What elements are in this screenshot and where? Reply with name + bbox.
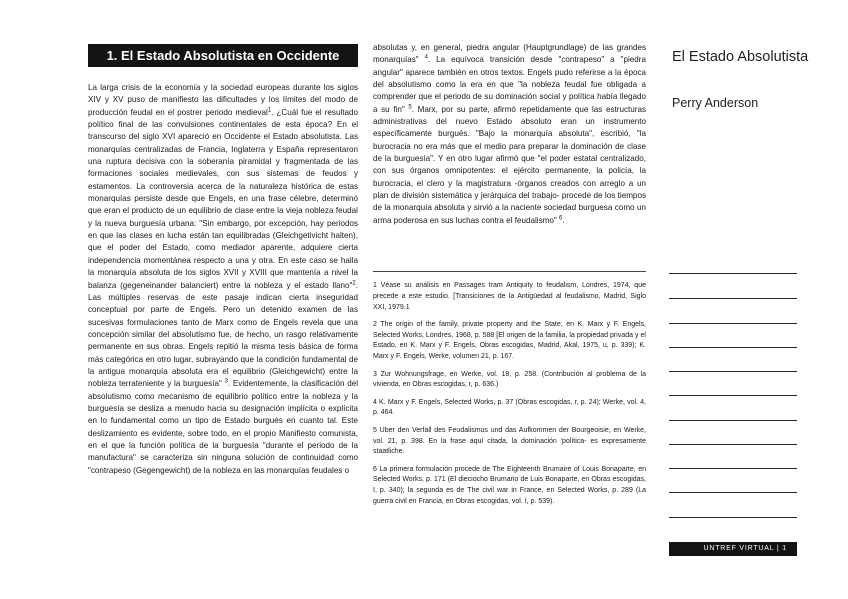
- footnote: 5 Uber den Verfall des Feudalismus und das Aufkommen der Bourgeoisie, en Werke, vol. 21, p. 398. En la frase aquí citada, la dominación 'política- es expresamente staatliche.: [373, 426, 646, 456]
- document-author: Perry Anderson: [672, 96, 759, 110]
- sidebar-rule: [669, 468, 797, 469]
- footnote: 4 K. Marx y F. Engels, Selected Works, p. 37 (Obras escogidas, r, p. 24); Werke, vol. 4, p. 464.: [373, 398, 646, 417]
- section-title: 1. El Estado Absolutista en Occidente: [88, 44, 358, 67]
- footnote-ref[interactable]: 4: [424, 54, 428, 61]
- sidebar-rule: [669, 444, 797, 445]
- footnote-divider: [373, 271, 646, 272]
- middle-text-column: [373, 42, 646, 227]
- footnote-ref[interactable]: 3: [224, 378, 228, 385]
- footnote: 2 The origin of the family, private property and the State, en K. Marx y F. Engels, Selected Works, Londres, 1968, p. 588 [El origen de la familia, la propiedad privada y el Estado, en K. Marx y F. Engels, Obras escogidas, Madrid, Akal, 1975, u, p. 339); K. Marx y F. Engels, Werke, volumen 21, p. 167.: [373, 320, 646, 361]
- sidebar-rule: [669, 323, 797, 324]
- footnote: 6 La primera formulación procede de The Eighteenth Brumaire of Louis Bonaparte, en Selected Works, p. 171 (El dieciocho Brumario de Luis Bonaparte, en Obras escogidas, I, p. 340); la segunda es de The civil war in France, en Selected Works, p. 289 (La guerra civil en Francia, en Obras escogidas, vol. I, p. 539).: [373, 465, 646, 506]
- sidebar-rule: [669, 298, 797, 299]
- sidebar-rule: [669, 371, 797, 372]
- footnotes: [373, 281, 646, 514]
- sidebar-rule: [669, 517, 797, 518]
- left-text-column: [88, 82, 358, 477]
- footnote-ref[interactable]: 6: [558, 215, 563, 222]
- sidebar-rule: [669, 492, 797, 493]
- footnote-ref[interactable]: 5: [408, 104, 412, 111]
- document-title: El Estado Absolutista: [672, 49, 809, 65]
- page-footer: UNTREF VIRTUAL | 1: [669, 542, 797, 556]
- sidebar-rule: [669, 420, 797, 421]
- sidebar-rule: [669, 347, 797, 348]
- paragraph: La larga crisis de la economía y la sociedad europeas durante los siglos XIV y XV puso de manifiesto las dificultades y los límites del modo de producción feudal en el postrer periodo medieval$^1$. ¿Cuál fue el resultado político final de las convulsiones continentales de esta época? En el transcurso del siglo XVI apareció en Occidente el Estado absolutista. Las monarquías centralizadas de Francia, Inglaterra y España representaron una ruptura decisiva con la soberanía piramidal y fragmentada de las formaciones sociales medievales, con sus sistemas de feudos y estamentos. La controversia acerca de la naturaleza histórica de estas monarquías persiste desde que Engels, en una frase célebre, determinó que eran el producto de un equilibrio de clase entre la vieja nobleza feudal y la nueva burguesía urbana: "Sin embargo, por excepción, hay periodos en que las clases en lucha están tan equilibradas (Gleichgetivicht halten), que el poder del Estado, como mediador aparente, adquiere cierta independencia momentánea respecto a una y otra. En este caso se halla la monarquía absoluta de los siglos XVII y XVIII que mantenía a nivel la balanza (gegeneinander balanciert) entre la nobleza y el estado llano"$^2$. Las múltiples reservas de este pasaje indican cierta inseguridad conceptual por parte de Engels. Pero un detenido examen de las sucesivas formulaciones tanto de Marx como de Engels revela que una concepción similar del absolutismo fue, de hecho, un rasgo relativamente permanente en sus obras. Engels repitió la misma tesis básica de forma más categórica en otro lugar, subrayando que la condición fundamental de la antigua monarquía absoluta era el equilibrio (Gleichgewicht) entre la nobleza terrateniente y la burguesía" $^3$. Evidentemente, la clasificación del absolutismo como mecanismo de equilibrio político entre la nobleza y la burguesía se desliza a menudo hacia su designación implícita o explícita en lo fundamental como un tipo de Estado burgués en cuanto tal. Este deslizamiento es evidente, sobre todo, en el propio Manifiesto comunista, en el que la función política de la burguesía "durante el periodo de la manufactura" se caracteriza sin ninguna solución de continuidad como "contrapeso (Gegengewicht) de la nobleza en las monarquías feudales o: [88, 83, 358, 475]
- footnote: 1 Véase su análisis en Passages tram Antiquity to feudalism, Londres, 1974, que precede a este estudio. [Transiciones de la Antigüedad al feudalismo, Madrid, Siglo XXI, 1979.1: [373, 282, 646, 311]
- footnote-ref[interactable]: 1: [267, 107, 272, 113]
- paragraph: absolutas y, en general, piedra angular (Hauptgrundlage) de las grandes monarquías" $^4$. La equívoca transición desde "contrapeso" a "piedra angular" aparece también en otros textos. Engels pudo referirse a la época del absolutismo como la era en que "la nobleza feudal fue obligada a comprender que el periodo de su dominación social y política había llegado a su fin" $^5$. Marx, por su parte, afirmó repetidamente que las estructuras administrativas del nuevo Estado absoluto eran un instrumento específicamente burgués. "Bajo la monarquía absoluta", escribió, "la burocracia no era más que el medio para preparar la dominación de clase de la burguesía". Y en otro lugar afirmó que "el poder estatal centralizado, con sus órganos omnipotentes: el ejército permanente, la policía, la burocracia, el clero y la magistratura -órganos creados con arreglo a un plan de división sistemática y jerárquica del trabajo- procede de los tiempos de la monarquía absoluta y sirvió a la naciente sociedad burguesa como un arma poderosa en sus luchas contra el feudalismo" $^6$.: [373, 43, 647, 225]
- footnote-ref[interactable]: 2: [352, 279, 356, 286]
- sidebar-rule: [669, 395, 797, 396]
- footnote: 3 Zur Wohnungsfrage, en Werke, vol. 18, p. 258. (Contribución al problema de la vivienda, en Obras escogidas, r, p. 636.): [373, 370, 646, 389]
- sidebar-rule: [669, 273, 797, 274]
